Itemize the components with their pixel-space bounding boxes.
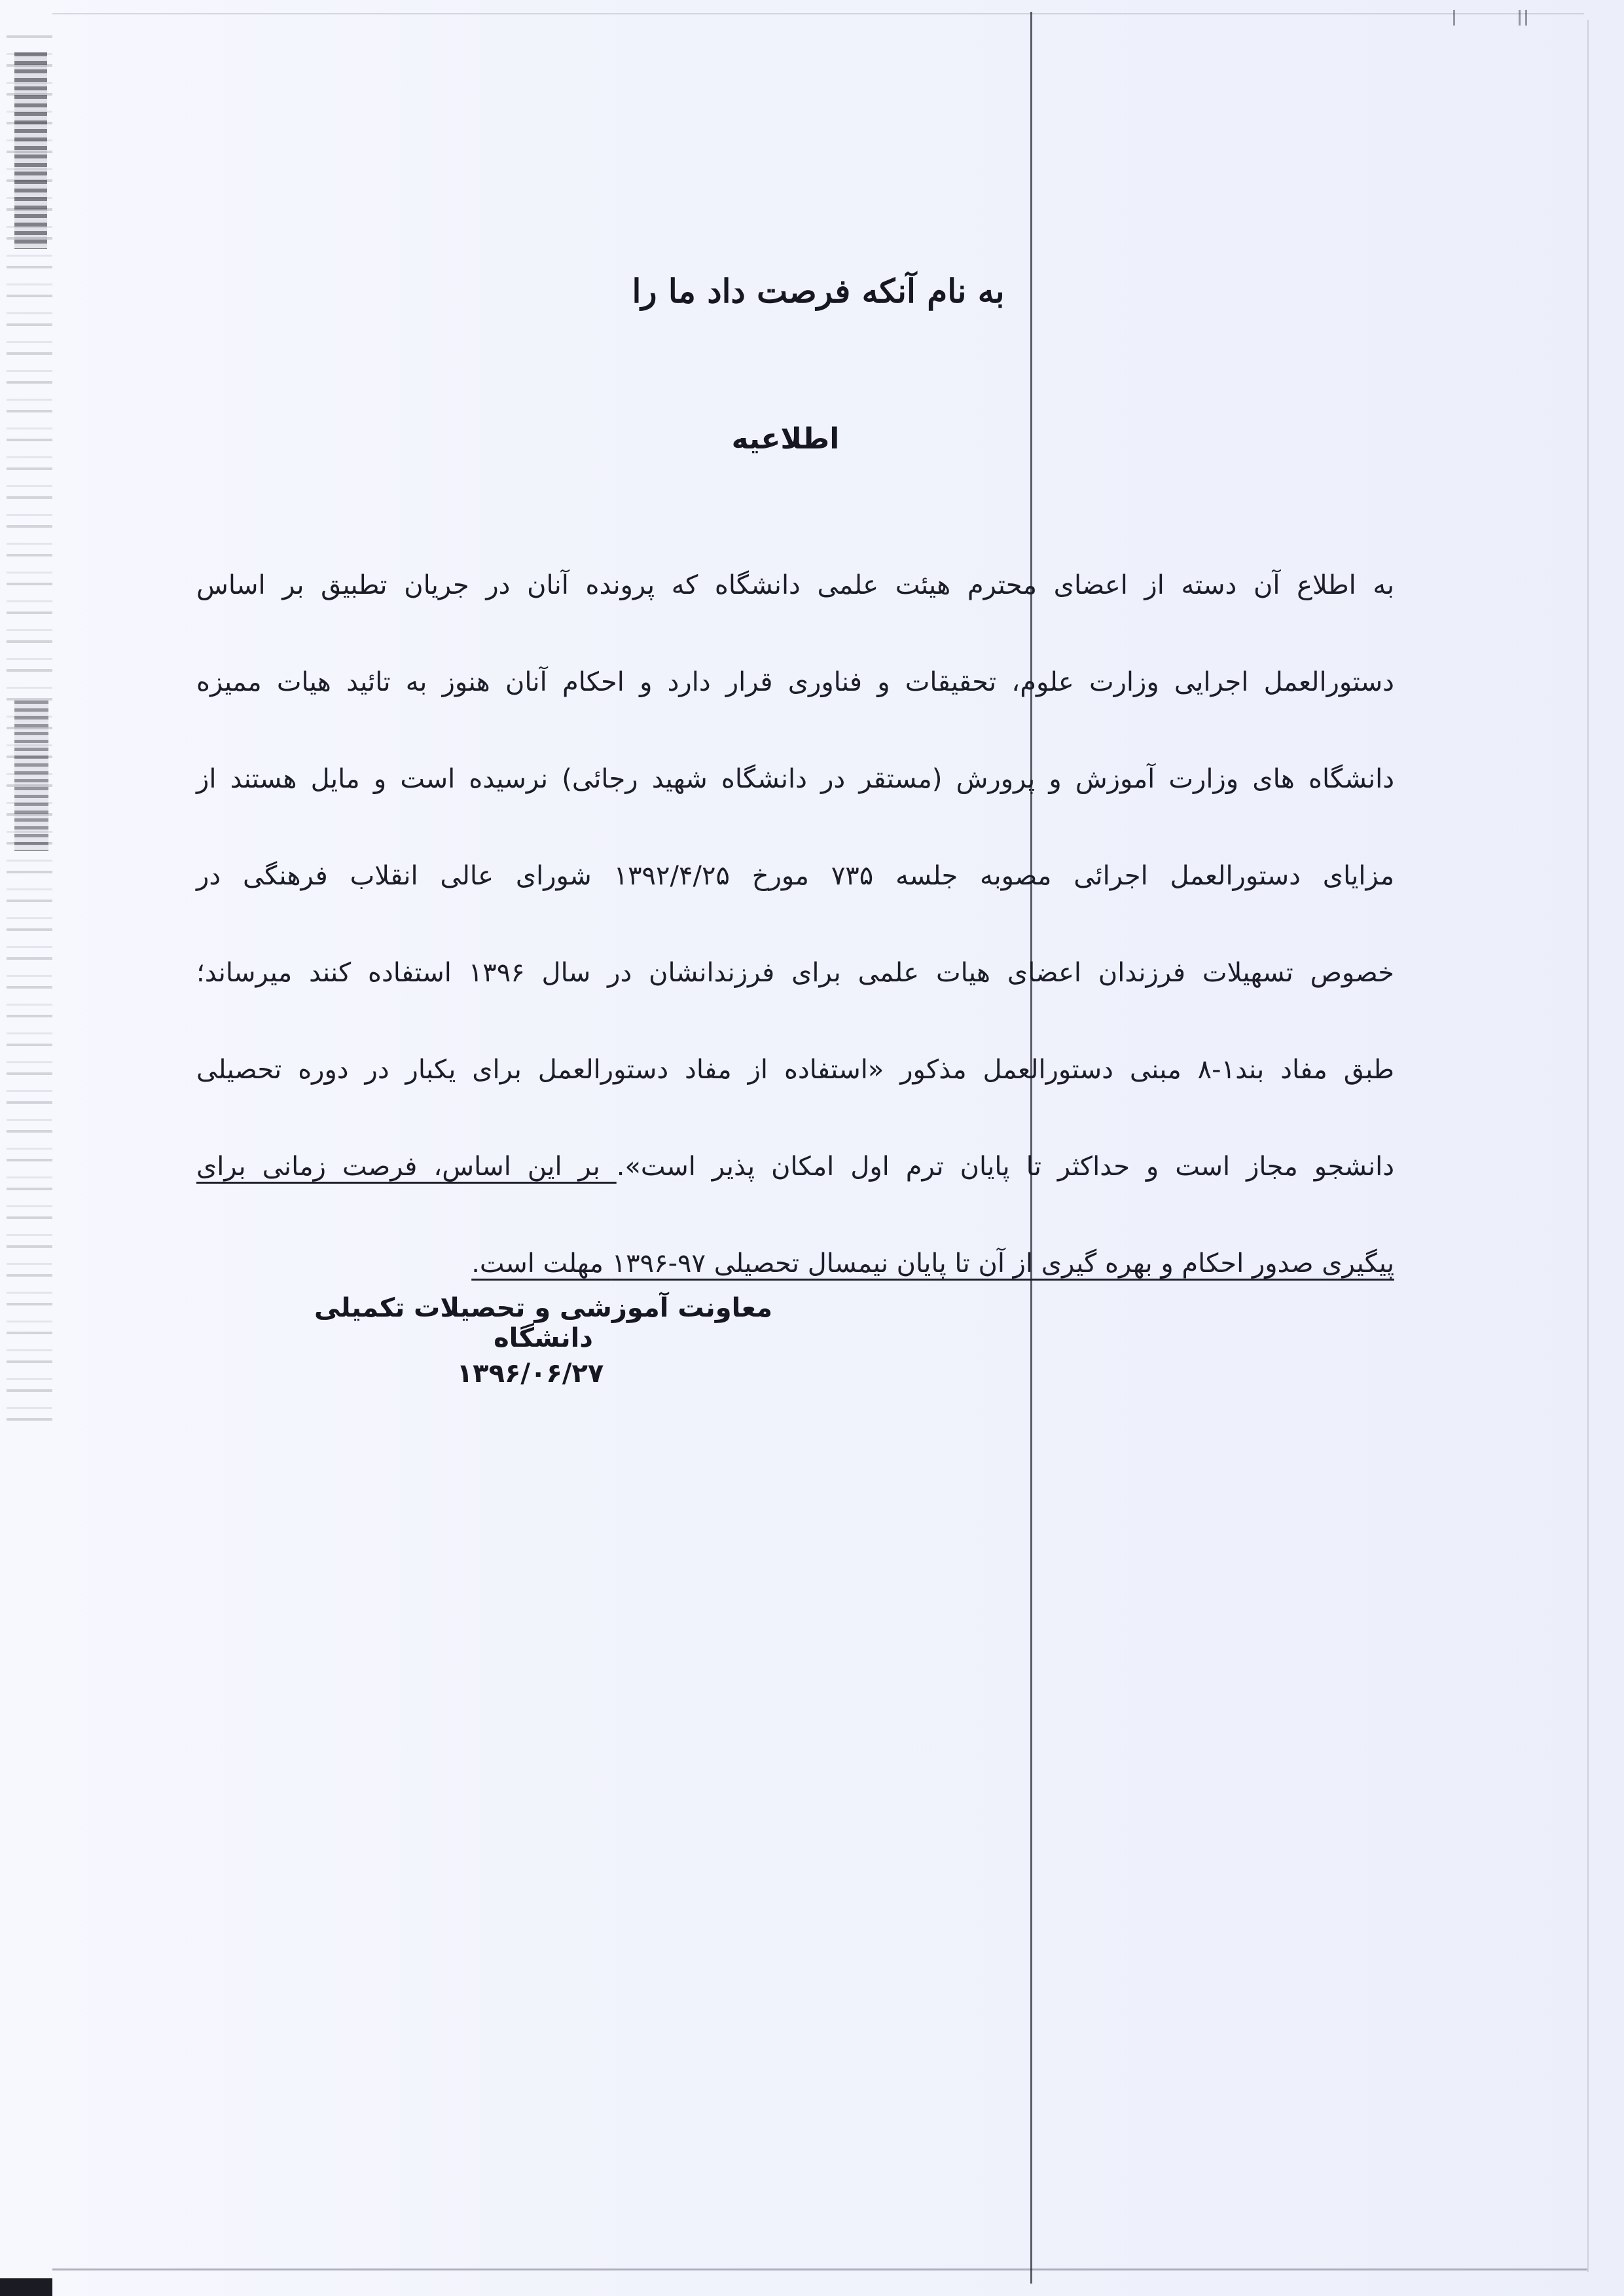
body-line: مزایای دستورالعمل اجرائی مصوبه جلسه ۷۳۵ مورخ ۱۳۹۲/۴/۲۵ شورای عالی انقلاب فرهنگی در	[196, 861, 1395, 891]
body-line: طبق مفاد بند۱-۸ مبنی دستورالعمل مذکور «استفاده از مفاد دستورالعمل برای یکبار در دوره تحصیلی	[196, 1055, 1394, 1085]
signature-office: معاونت آموزشی و تحصیلات تکمیلی دانشگاه	[314, 1293, 772, 1353]
body-line: به اطلاع آن دسته از اعضای محترم هیئت علمی دانشگاه که پرونده آنان در جریان تطبیق بر اساس	[196, 570, 1394, 600]
notice-title: اطلاعیه	[731, 422, 840, 456]
body-line-7	[196, 1118, 1394, 1215]
corner-mark	[0, 2278, 52, 2296]
body-line: دستورالعمل اجرایی وزارت علوم، تحقیقات و فناوری قرار دارد و احکام آنان هنوز به تائید هیات ممیزه	[196, 667, 1394, 697]
scan-edge-dark-band-lower	[14, 701, 48, 851]
signature-date: ۱۳۹۶/۰۶/۲۷	[456, 1358, 604, 1389]
page-right-edge	[1587, 20, 1589, 2272]
page-top-edge	[52, 13, 1584, 14]
notice-body	[196, 537, 1394, 1312]
body-line-7-underlined: بر این اساس، فرصت زمانی برای	[196, 1152, 617, 1182]
body-line: خصوص تسهیلات فرزندان اعضای هیات علمی برای فرزندانشان در سال ۱۳۹۶ استفاده کنند میرساند؛	[196, 958, 1395, 988]
top-tick-marks	[1453, 10, 1532, 29]
scan-edge-dark-band	[14, 52, 47, 249]
basmala-heading: به نام آنکه فرصت داد ما را	[632, 272, 1005, 310]
body-line: دانشگاه های وزارت آموزش و پرورش (مستقر در دانشگاه شهید رجائی) نرسیده است و مایل هستند از	[196, 764, 1394, 794]
body-line-8-underlined: پیگیری صدور احکام و بهره گیری از آن تا پایان نیمسال تحصیلی ۹۷-۱۳۹۶ مهلت است.	[471, 1248, 1394, 1279]
page-bottom-edge	[52, 2269, 1587, 2270]
body-line-7-plain: دانشجو مجاز است و حداکثر تا پایان ترم اول امکان پذیر است».	[616, 1152, 1395, 1182]
